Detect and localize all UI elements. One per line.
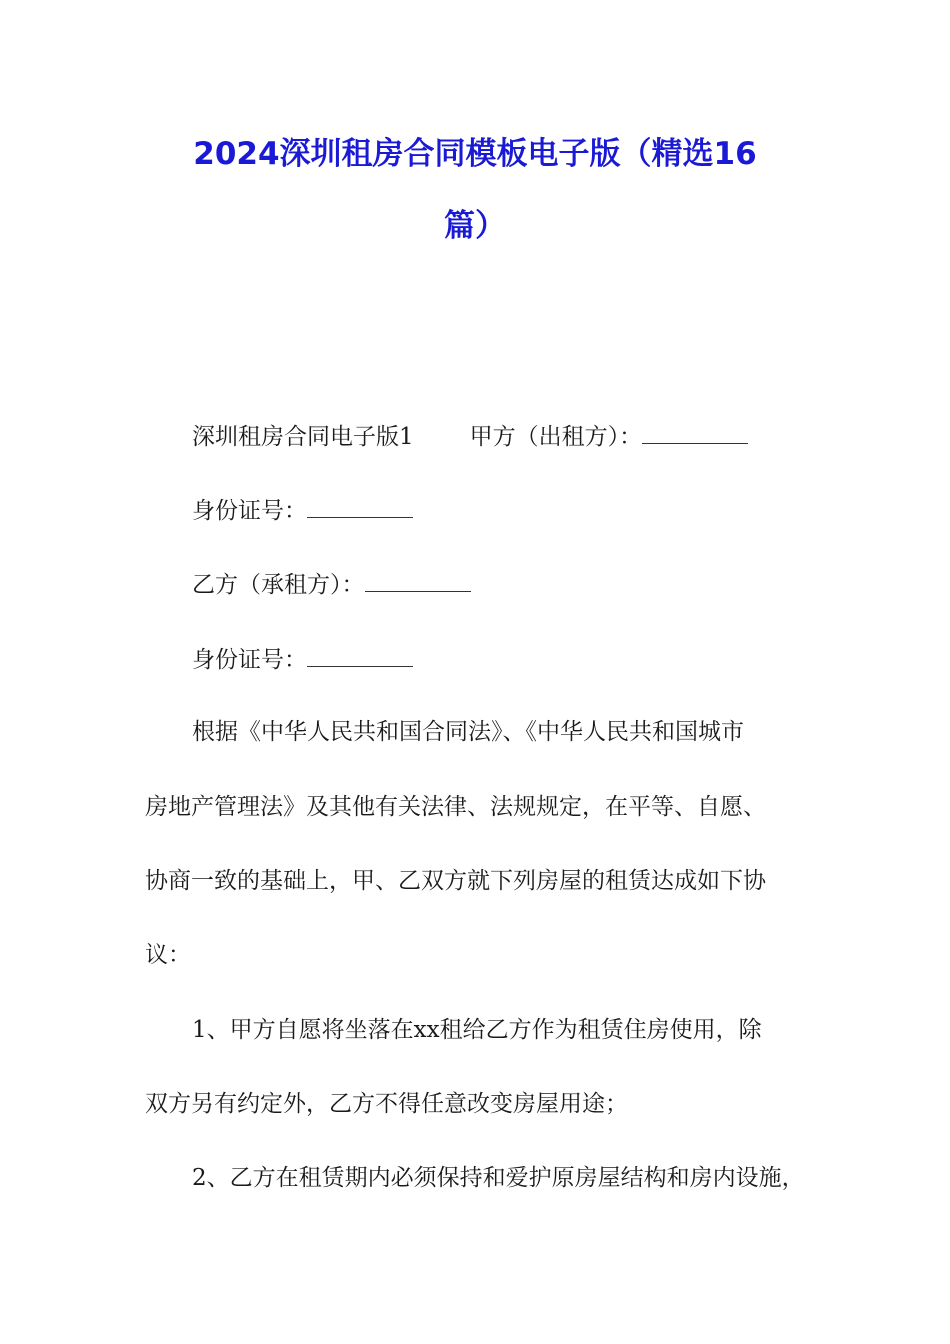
party-b-blank (365, 569, 471, 592)
id-label-1: 身份证号： (192, 498, 307, 524)
id-line-1 (192, 495, 413, 526)
document-title-line-1: 2024深圳租房合同模板电子版（精选16 (193, 136, 757, 172)
party-b-label: 乙方（承租方）： (192, 572, 365, 598)
header-line (192, 421, 748, 452)
id-blank-2 (307, 644, 413, 667)
id-label-2: 身份证号： (192, 647, 307, 673)
party-a-label: 甲方（出租方）： (469, 424, 643, 450)
party-b-line (192, 569, 471, 600)
item-1-line-2: 双方另有约定外，乙方不得任意改变房屋用途； (145, 1091, 628, 1117)
section-heading: 深圳租房合同电子版1 (192, 424, 414, 450)
party-a-blank (642, 421, 748, 444)
document-title-line-2: 篇） (444, 208, 506, 244)
item-1-line-1: 1、甲方自愿将坐落在xx租给乙方作为租赁住房使用，除 (192, 1017, 762, 1043)
paragraph-1-line-1: 根据《中华人民共和国合同法》、《中华人民共和国城市 (192, 719, 744, 745)
paragraph-1-line-2: 房地产管理法》及其他有关法律、法规规定，在平等、自愿、 (145, 794, 766, 820)
id-line-2 (192, 644, 413, 675)
item-2-line-1: 2、乙方在租赁期内必须保持和爱护原房屋结构和房内设施， (192, 1165, 805, 1191)
paragraph-1-line-4: 议： (145, 942, 191, 968)
paragraph-1-line-3: 协商一致的基础上，甲、乙双方就下列房屋的租赁达成如下协 (145, 868, 766, 894)
id-blank-1 (307, 495, 413, 518)
